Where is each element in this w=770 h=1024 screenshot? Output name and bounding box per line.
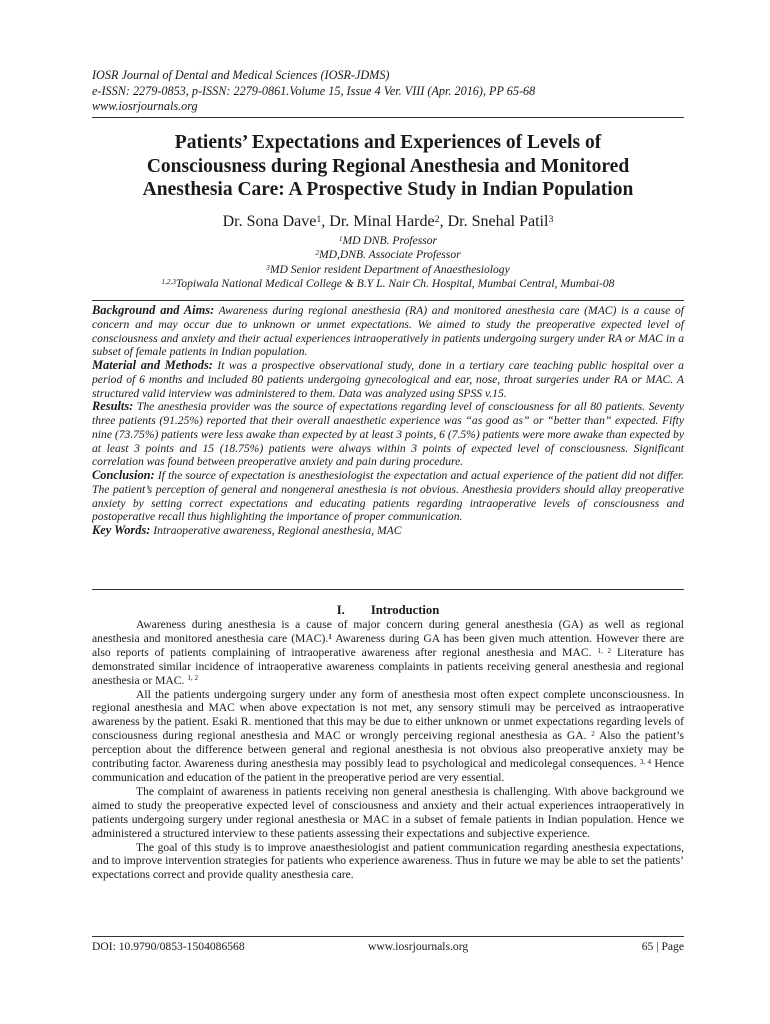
body-paragraph: [92, 688, 684, 785]
abstract-bottom-rule: [92, 589, 684, 590]
abstract-text: The anesthesia provider was the source of expectations regarding level of consciousness for all 80 patients. Seventy three patients (91.25%) reported that their overall anaesthetic experience was “as good as” or “better than” expected. Fifty nine (73.75%) patients were less awake than expected by at least 3 points, 6 (7.5%) patients were more awake than expected by at least 3 points and 15 (18.75%) patients were always within 3 points of expected level of consciousness. Significant correlation was found between preoperative anxiety and pain during procedure.: [92, 400, 684, 469]
keywords-label: Key Words:: [92, 523, 151, 537]
title-line: Anesthesia Care: A Prospective Study in Indian Population: [142, 179, 634, 200]
affil-text: Topiwala National Medical College & B.Y L. Nair Ch. Hospital, Mumbai Central, Mumbai-08: [175, 277, 615, 291]
abstract-label: Conclusion:: [92, 468, 155, 482]
author-name: Dr. Sona Dave: [222, 213, 317, 230]
author-affil-marker: 1: [316, 213, 322, 225]
abstract-label: Material and Methods:: [92, 358, 213, 372]
text-run: All the patients undergoing surgery under any form of anesthesia most often expect complete unconsciousness. In regional anesthesia and MAC when above expectation is not met, any sensory stimuli may be perceived as intraoperative awareness by the patient. Esaki R. mentioned that this may be due to either unknown or unmet expectations regarding levels of consciousness during regional anesthesia and MAC or wrongly perceiving regional anesthesia as GA.: [92, 687, 684, 743]
body-text: [92, 618, 684, 882]
citation: 1, 2: [597, 646, 612, 655]
journal-issn: e-ISSN: 2279-0853, p-ISSN: 2279-0861.Volume 15, Issue 4 Ver. VIII (Apr. 2016), PP 65-68: [92, 83, 536, 98]
abstract-top-rule: [92, 300, 684, 301]
footer-website: www.iosrjournals.org: [368, 940, 469, 953]
section-heading: [92, 603, 684, 618]
author-list: [92, 212, 684, 232]
author-affil-marker: 3: [548, 213, 554, 225]
body-paragraph: [92, 618, 684, 688]
section-number: I.: [336, 603, 345, 617]
citation: 1: [328, 632, 332, 641]
title-line: Consciousness during Regional Anesthesia and Monitored: [146, 155, 630, 177]
abstract-background: [92, 304, 684, 359]
footer-rule: [92, 936, 684, 937]
abstract-text: It was a prospective observational study, done in a tertiary care teaching public hospital over a period of 6 months and included 80 patients undergoing gynecological and ear, nose, throat surgeries under RA or MAC. A structured valid interview was administered to them. Data was analyzed using SPSS v.15.: [92, 359, 684, 400]
affil-text: MD,DNB. Associate Professor: [318, 248, 461, 262]
affiliation-line: [92, 248, 684, 262]
author-name: Dr. Snehal Patil: [447, 213, 549, 230]
author-separator: ,: [439, 213, 448, 230]
body-paragraph: The complaint of awareness in patients receiving non general anesthesia is challenging. With above background we aimed to study the preoperative expected level of consciousness and anxiety and their actual experiences intraoperatively in patients undergoing surgery under regional anesthesia or MAC in a subset of female patients in Indian population. Hence we administered a structured interview to these patients assessing their expectations and subjective experience.: [92, 784, 684, 840]
abstract-conclusion: [92, 469, 684, 524]
abstract-keywords: [92, 524, 684, 538]
journal-header: [92, 68, 684, 115]
text-run: Literature has demonstrated similar incidence of intraoperative awareness complaints in patients receiving general anesthesia and regional anesthesia or MAC.: [92, 645, 684, 687]
affil-marker: 2: [315, 249, 319, 258]
text-run: Awareness during GA has been given much attention. However there are also reports of patients complaining of intraoperative awareness after regional anesthesia and MAC.: [92, 631, 684, 659]
journal-website: www.iosrjournals.org: [92, 99, 198, 113]
affiliation-line: [92, 277, 684, 291]
affiliation-line: [92, 263, 684, 277]
affil-text: MD Senior resident Department of Anaesthesiology: [269, 262, 510, 276]
text-run: Also the patient’s perception about the difference between general and regional anesthesia is not obvious also preoperative anxiety may be contributing factor. Awareness during anesthesia may possibly lead to psychological and medicolegal consequences.: [92, 729, 684, 771]
author-separator: ,: [321, 213, 330, 230]
abstract-text: Awareness during regional anesthesia (RA) and monitored anesthesia care (MAC) is a cause of concern and may occur due to unknown or unmet expectations. We aimed to study the preoperative expected level of consciousness and anxiety and their actual experiences intraoperatively in patients undergoing surgery under RA or MAC in a subset of female patients in Indian population.: [92, 304, 684, 359]
affil-text: MD DNB. Professor: [342, 234, 438, 247]
author-name: Dr. Minal Harde: [329, 213, 435, 230]
text-run: Awareness during anesthesia is a cause of major concern during general anesthesia (GA) as well as regional anesthesia and monitored anesthesia care (MAC).: [92, 618, 684, 645]
abstract: [92, 304, 684, 538]
header-rule: [92, 117, 684, 118]
footer-doi: DOI: 10.9790/0853-1504086568: [92, 940, 245, 953]
abstract-label: Results:: [92, 399, 134, 414]
text-run: Hence communication and education of the patient in the preoperative period are very essential.: [92, 757, 684, 784]
footer-page-number: 65 | Page: [641, 940, 684, 953]
affiliation-line: [92, 234, 684, 248]
author-affil-marker: 2: [434, 213, 440, 225]
affil-marker: 1,2,3: [161, 277, 176, 286]
affil-marker: 1: [338, 234, 343, 243]
citation: 3, 4: [639, 757, 652, 766]
body-paragraph: The goal of this study is to improve anaesthesiologist and patient communication regarding anesthesia expectations, and to improve intervention strategies for patients who experience awareness. Thus in future we may be able to set the patients’ expectations correct and provide quality anesthesia care.: [92, 840, 684, 882]
affiliation-list: [92, 234, 684, 292]
section-title: Introduction: [370, 603, 440, 617]
title-line: Patients’ Expectations and Experiences of Levels of: [174, 132, 602, 153]
paper-title: [92, 131, 684, 202]
citation: 2: [591, 730, 595, 739]
affil-marker: 3: [266, 263, 270, 272]
abstract-results: [92, 400, 684, 469]
abstract-methods: [92, 359, 684, 400]
citation: 1, 2: [187, 674, 199, 683]
journal-name: IOSR Journal of Dental and Medical Sciences (IOSR-JDMS): [92, 68, 390, 82]
keywords-text: Intraoperative awareness, Regional anesthesia, MAC: [150, 524, 402, 537]
abstract-text: If the source of expectation is anesthesiologist the expectation and actual experience of the patient did not differ. The patient’s perception of general and nongeneral anesthesia is not obvious. Anesthesia providers should allay preoperative anxiety by setting correct expectations and educating patients regarding intraoperative levels of consciousness and postoperative recall thus highlighting the importance of proper communication.: [92, 469, 684, 524]
abstract-label: Background and Aims:: [92, 303, 215, 317]
